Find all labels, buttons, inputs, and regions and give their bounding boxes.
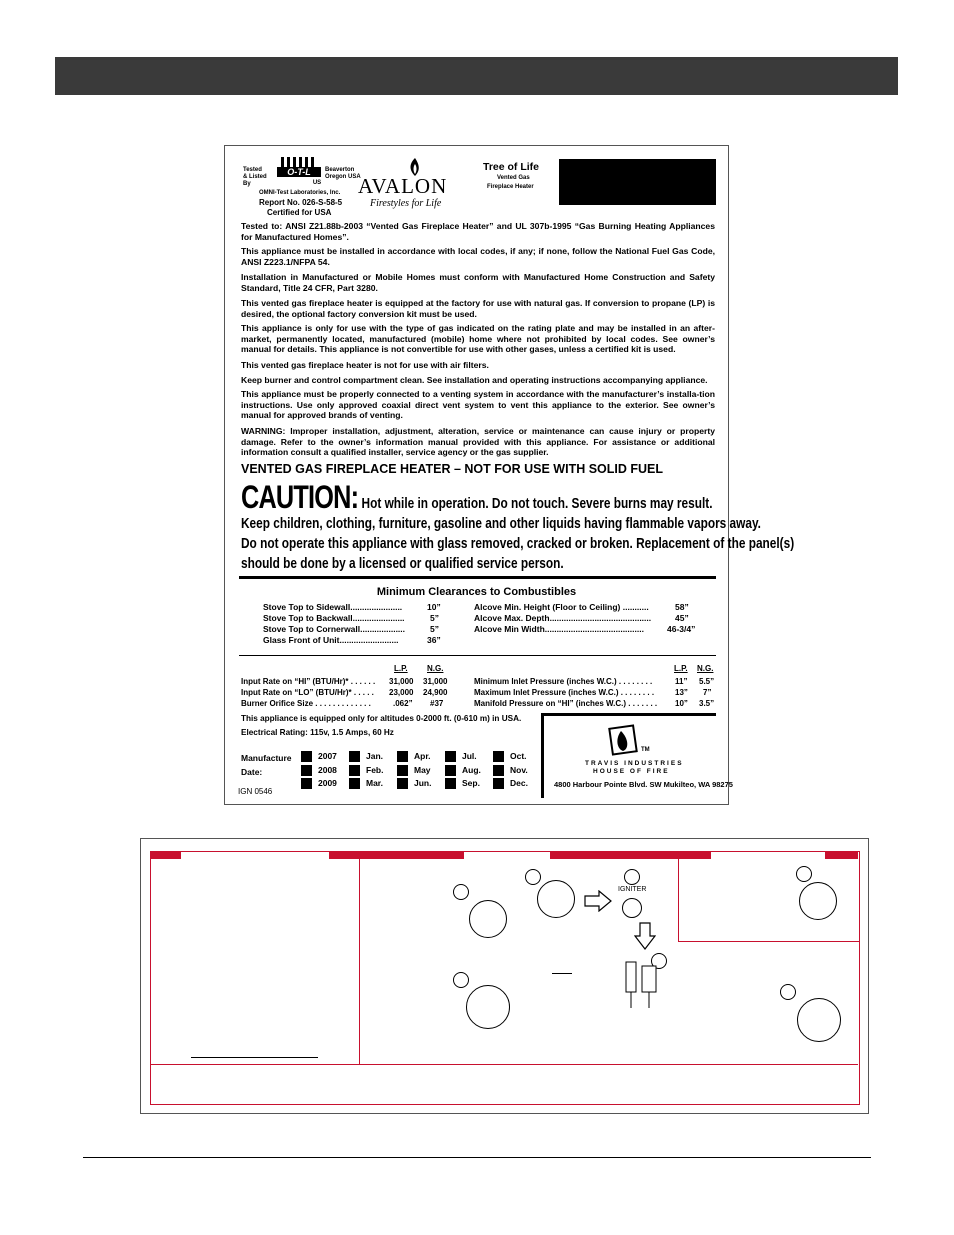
report-number: Report No. 026-S-58-5 xyxy=(259,198,343,207)
igniter-label: IGNITER xyxy=(618,886,647,893)
diagram-tick xyxy=(552,973,572,974)
rate-label: Minimum Inlet Pressure (inches W.C.) . . . . . . . . xyxy=(474,677,653,686)
page-header-bar xyxy=(55,57,898,95)
travis-fire-icon xyxy=(605,723,639,762)
divider-mid xyxy=(239,655,716,656)
step-circle xyxy=(796,866,812,882)
rate-lp: .062” xyxy=(393,699,413,708)
product-line1: Vented Gas xyxy=(497,175,530,181)
travis-address: 4800 Harbour Pointe Blvd. SW Mukilteo, WA 98275 xyxy=(554,780,733,789)
step-circle xyxy=(525,869,541,885)
gas-valve-knob-icon xyxy=(799,882,837,920)
clearance-row: Stove Top to Cornerwall................... xyxy=(263,624,406,634)
manufacture-label: Manufacture xyxy=(241,753,292,763)
red-divider-bottom xyxy=(150,1064,858,1065)
travis-name: TRAVIS INDUSTRIES xyxy=(585,760,684,767)
clearance-row: Alcove Min. Height (Floor to Ceiling) ........... xyxy=(474,602,649,612)
month-cell: Feb. xyxy=(349,765,383,776)
gas-valve-knob-icon xyxy=(797,998,841,1042)
caution-line3: Do not operate this appliance with glass removed, cracked or broken. Replacement of the panel(s) xyxy=(241,535,795,552)
clearance-value: 46-3/4” xyxy=(667,624,696,634)
logo-box-left xyxy=(541,713,544,798)
step-circle xyxy=(453,884,469,900)
para-manufactured-homes: Installation in Manufactured or Mobile Homes must conform with Manufactured Home Construction and Safety Standard, Title 24 CFR, Part 3280. xyxy=(241,272,715,293)
arrow-down-icon xyxy=(634,922,656,950)
rate-label: Input Rate on “LO” (BTU/Hr)* . . . . . xyxy=(241,688,374,697)
month-cell: Dec. xyxy=(493,778,528,789)
month-cell: May xyxy=(397,765,431,776)
caution-block xyxy=(241,479,795,574)
clearance-value: 45” xyxy=(675,613,689,623)
para-tested-to: Tested to: ANSI Z21.88b-2003 “Vented Gas Fireplace Heater” and UL 307b-1995 “Gas Burning Heating Appliances for Manufactured Homes”. xyxy=(241,221,715,242)
red-divider-left xyxy=(359,851,360,1064)
electrical-rating: Electrical Rating: 115v, 1.5 Amps, 60 Hz xyxy=(241,728,394,737)
rate-label: Input Rate on “HI” (BTU/Hr)* . . . . . . xyxy=(241,677,376,686)
house-of-fire: HOUSE OF FIRE xyxy=(593,768,670,775)
caution-line2: Keep children, clothing, furniture, gasoline and other liquids having flammable vapors away. xyxy=(241,515,761,532)
ign-code: IGN 0546 xyxy=(238,787,273,796)
pilot-assembly-icon xyxy=(618,952,668,1010)
month-cell: Aug. xyxy=(445,765,481,776)
month-cell: Mar. xyxy=(349,778,383,789)
red-tab xyxy=(150,851,181,859)
para-local-codes: This appliance must be installed in accordance with local codes, if any; if none, follow the National Fuel Gas Code, ANSI Z223.1/NFPA 54. xyxy=(241,246,715,267)
rate-lp: 13” xyxy=(675,688,688,697)
red-tab xyxy=(329,851,464,859)
clearance-value: 5” xyxy=(430,613,439,623)
brand-name: AVALON xyxy=(358,174,448,198)
month-cell: Oct. xyxy=(493,751,527,762)
black-label-box xyxy=(559,159,716,205)
step-circle xyxy=(453,972,469,988)
otl-logo xyxy=(277,157,325,185)
rate-lp: 23,000 xyxy=(389,688,414,697)
para-venting: This appliance must be properly connected to a venting system in accordance with the manufacturer’s installa-tion instructions. Use only approved coaxial direct vent system to vent this appliance to the exterior. See owner’s manual for approved brands of venting. xyxy=(241,389,715,421)
para-air-filters: This vented gas fireplace heater is not for use with air filters. xyxy=(241,360,489,370)
rate-ng: #37 xyxy=(430,699,444,708)
step-circle xyxy=(780,984,796,1000)
para-natural-gas: This vented gas fireplace heater is equipped at the factory for use with natural gas. If conversion to propane (LP) is desired, the optional factory conversion kit must be used. xyxy=(241,298,715,319)
col-lp: L.P. xyxy=(394,664,408,673)
month-cell: Jan. xyxy=(349,751,383,762)
rate-label: Maximum Inlet Pressure (inches W.C.) . . . . . . . . xyxy=(474,688,655,697)
brand-tagline: Firestyles for Life xyxy=(370,198,442,209)
rate-ng: 7” xyxy=(703,688,712,697)
step-circle xyxy=(624,869,640,885)
clearance-value: 58” xyxy=(675,602,689,612)
gas-valve-knob-icon xyxy=(466,985,510,1029)
signature-underline xyxy=(191,1057,318,1058)
us-mark: US xyxy=(312,180,322,185)
para-warning: WARNING: Improper installation, adjustment, alteration, service or maintenance can cause injury or property damage. Refer to the owner’s information manual provided with this appliance. For assistance or additional information consult a qualified installer, service agency or the gas supplier. xyxy=(241,426,715,458)
logo-box-top xyxy=(541,713,716,716)
date-label: Date: xyxy=(241,767,263,777)
altitude-note: This appliance is equipped only for altitudes 0-2000 ft. (0-610 m) in USA. xyxy=(241,714,522,723)
clearance-value: 10” xyxy=(427,602,441,612)
clearance-row: Stove Top to Sidewall...................... xyxy=(263,602,403,612)
month-cell: Nov. xyxy=(493,765,528,776)
rate-ng: 3.5” xyxy=(699,699,715,708)
gas-valve-knob-icon xyxy=(537,880,575,918)
vented-heading: VENTED GAS FIREPLACE HEATER – NOT FOR USE WITH SOLID FUEL xyxy=(241,462,664,476)
clearance-value: 5” xyxy=(430,624,439,634)
clearance-row: Alcove Min Width.......................................... xyxy=(474,624,644,634)
trademark: TM xyxy=(641,747,650,753)
para-keep-clean: Keep burner and control compartment clean. See installation and operating instructions accompanying appliance. xyxy=(241,375,708,385)
product-line2: Fireplace Heater xyxy=(487,184,534,190)
rate-lp: 10” xyxy=(675,699,688,708)
month-cell: Jun. xyxy=(397,778,431,789)
arrow-right-icon xyxy=(583,890,613,912)
rate-lp: 11” xyxy=(675,677,688,686)
gas-valve-knob-icon xyxy=(469,900,507,938)
clearance-row: Glass Front of Unit......................... xyxy=(263,635,399,645)
tested-listed-text: Tested & Listed By xyxy=(243,167,267,187)
rating-label xyxy=(224,145,795,805)
rate-ng: 24,900 xyxy=(423,688,448,697)
col-ng: N.G. xyxy=(697,664,714,673)
otl-logo-text: O-T-L xyxy=(287,167,311,177)
rate-ng: 5.5” xyxy=(699,677,715,686)
footer-rule xyxy=(83,1157,871,1158)
clearances-title: Minimum Clearances to Combustibles xyxy=(376,586,577,598)
para-gas-type: This appliance is only for use with the type of gas indicated on the rating plate and may be installed in an after-market, permanently located, manufactured (mobile) home where not prohibited by local codes. See owner’s manual for details. This appliance is not convertible for use with other gases, unless a certified kit is used. xyxy=(241,323,715,355)
clearance-row: Alcove Max. Depth........................................... xyxy=(474,613,652,623)
clearance-row: Stove Top to Backwall...................... xyxy=(263,613,405,623)
igniter-button-icon xyxy=(622,898,642,918)
rate-ng: 31,000 xyxy=(423,677,448,686)
year-2009: 2009 xyxy=(301,778,337,789)
location-text: Beaverton Oregon USA xyxy=(325,167,361,180)
caution-line1: Hot while in operation. Do not touch. Severe burns may result. xyxy=(361,495,713,512)
product-model: Tree of Life xyxy=(483,161,540,173)
rate-label: Manifold Pressure on “HI” (inches W.C.) . . . . . . . xyxy=(474,699,658,708)
rate-label: Burner Orifice Size . . . . . . . . . . . . . xyxy=(241,699,371,708)
col-lp: L.P. xyxy=(674,664,688,673)
caution-word: CAUTION: xyxy=(241,479,359,515)
clearance-value: 36” xyxy=(427,635,441,645)
rate-lp: 31,000 xyxy=(389,677,414,686)
month-cell: Apr. xyxy=(397,751,431,762)
month-cell: Sep. xyxy=(445,778,480,789)
col-ng: N.G. xyxy=(427,664,444,673)
year-2007: 2007 xyxy=(301,751,337,762)
lab-name: OMNI-Test Laboratories, Inc. xyxy=(259,190,341,196)
month-cell: Jul. xyxy=(445,751,477,762)
certified-usa: Certified for USA xyxy=(267,208,332,217)
divider-top xyxy=(239,576,716,579)
caution-line4: should be done by a licensed or qualified service person. xyxy=(241,555,564,572)
year-2008: 2008 xyxy=(301,765,337,776)
